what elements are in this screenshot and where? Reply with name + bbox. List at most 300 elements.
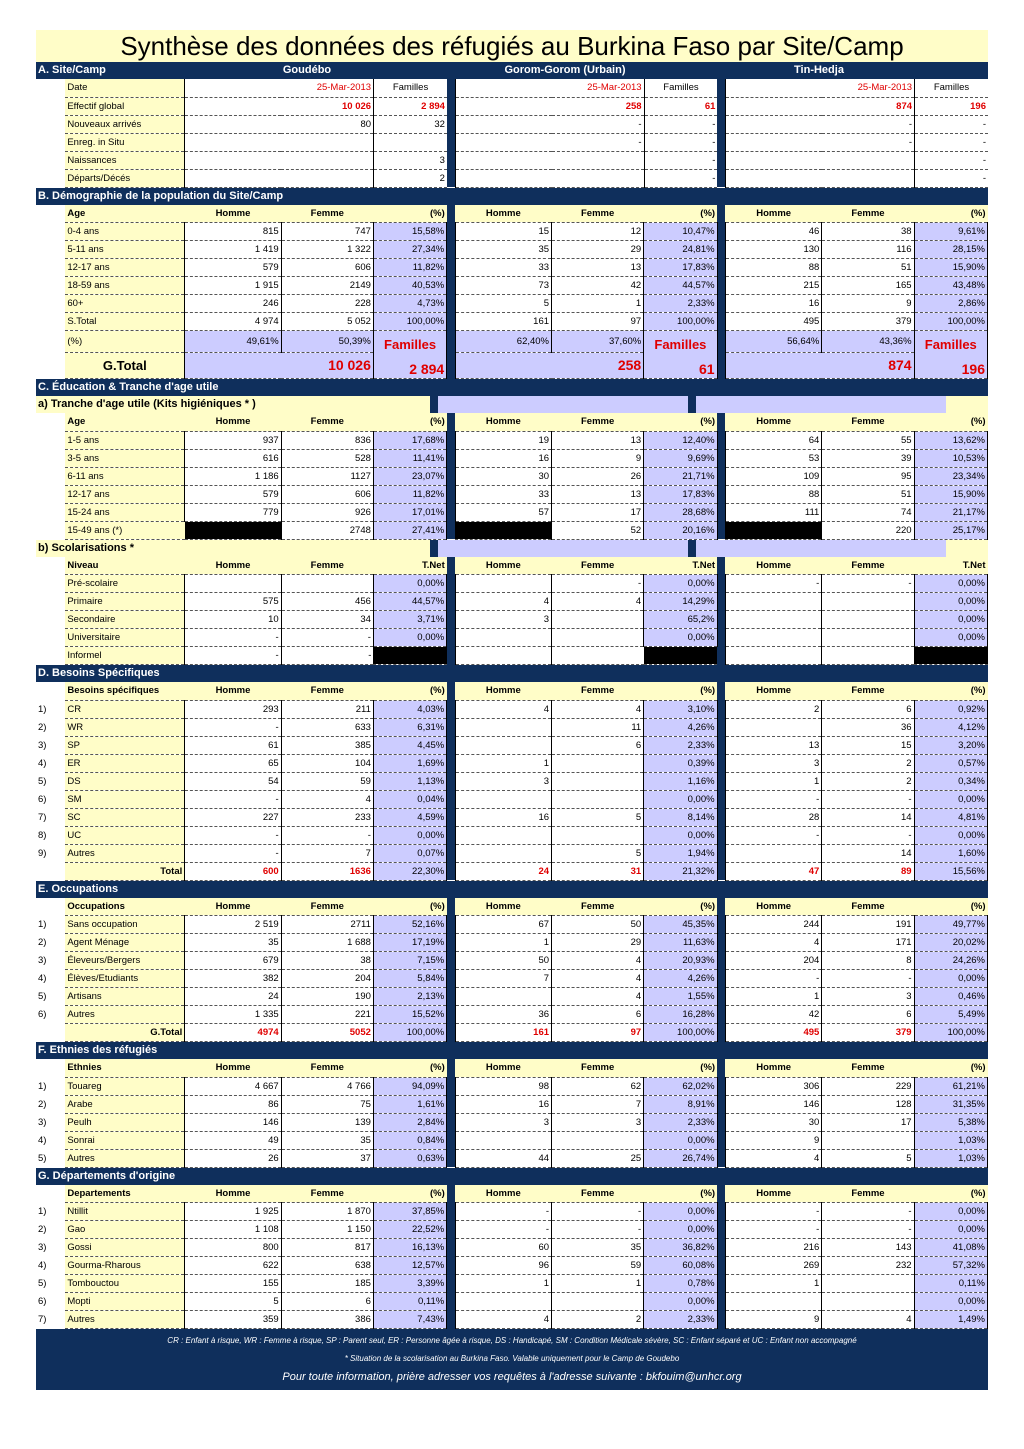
- row-label: 3-5 ans: [65, 449, 184, 467]
- value-femme: [552, 754, 644, 772]
- value-percent: 11,41%: [373, 449, 446, 467]
- value-homme: 33: [455, 259, 551, 277]
- value-percent: 0,00%: [914, 593, 987, 611]
- value-homme: 800: [185, 1239, 281, 1257]
- value-homme: 35: [185, 934, 281, 952]
- column-header-homme: Homme: [185, 682, 281, 700]
- column-header-femme: Femme: [822, 1185, 914, 1203]
- value-percent: 4,26%: [644, 718, 717, 736]
- column-header-femme: Femme: [552, 682, 644, 700]
- value-femme: 38: [281, 952, 373, 970]
- value-persons: 258: [455, 97, 644, 115]
- blank-cell: [725, 521, 821, 539]
- value-percent: 4,73%: [373, 295, 446, 313]
- value-familles: -: [915, 169, 988, 187]
- value-percent: 1,61%: [373, 1095, 446, 1113]
- value-femme: 9: [822, 295, 914, 313]
- value-homme: [725, 611, 821, 629]
- table-row: [36, 1257, 988, 1275]
- value-percent: 1,03%: [914, 1149, 987, 1167]
- row-label: UC: [65, 826, 184, 844]
- value-homme: 86: [185, 1095, 281, 1113]
- row-number: 5): [36, 988, 65, 1006]
- table-row: [36, 259, 988, 277]
- subsection-a-header: [36, 396, 988, 413]
- value-homme: 1 915: [185, 277, 281, 295]
- value-percent: 0,00%: [644, 826, 717, 844]
- table-row: [36, 151, 988, 169]
- row-number: 1): [36, 700, 65, 718]
- value-homme: 269: [725, 1257, 821, 1275]
- value-femme: 385: [281, 736, 373, 754]
- value-percent: 100,00%: [644, 313, 717, 331]
- value-percent: 25,17%: [914, 521, 987, 539]
- row-label: ER: [65, 754, 184, 772]
- column-header-homme: Homme: [455, 682, 551, 700]
- section-label: F. Ethnies des réfugiés: [38, 1044, 158, 1056]
- row-number: [36, 575, 65, 593]
- site-header: [178, 1042, 436, 1059]
- row-label: Sonrai: [65, 1131, 184, 1149]
- value-femme: 38: [822, 223, 914, 241]
- value-percent: 60,08%: [644, 1257, 717, 1275]
- row-label: (%): [65, 331, 184, 353]
- value-femme: 13: [552, 431, 644, 449]
- value-familles: -: [915, 115, 988, 133]
- table-row: [36, 934, 988, 952]
- value-homme: 13: [725, 736, 821, 754]
- familles-total: 196: [914, 353, 987, 379]
- value-familles: 3: [374, 151, 447, 169]
- row-label: Gao: [65, 1221, 184, 1239]
- value-percent: 24,26%: [914, 952, 987, 970]
- value-homme: 3: [455, 1113, 551, 1131]
- row-label: 12-17 ans: [65, 259, 184, 277]
- value-femme: 171: [822, 934, 914, 952]
- value-homme: 1 186: [185, 467, 281, 485]
- value-homme: -: [185, 826, 281, 844]
- value-femme: 143: [822, 1239, 914, 1257]
- total-percent: 21,32%: [644, 862, 717, 880]
- row-number: [36, 611, 65, 629]
- total-homme: 161: [455, 1024, 551, 1042]
- row-number: 4): [36, 1131, 65, 1149]
- blank-cell: [185, 521, 281, 539]
- value-familles: 2 894: [374, 97, 447, 115]
- column-header-homme: Homme: [455, 413, 551, 431]
- value-persons: [185, 133, 374, 151]
- value-homme: 44: [455, 1149, 551, 1167]
- occupations-table: [36, 898, 988, 1043]
- total-homme: 24: [455, 862, 551, 880]
- column-header-homme: Homme: [455, 898, 551, 916]
- value-femme: 185: [281, 1275, 373, 1293]
- value-percent: 0,63%: [373, 1149, 446, 1167]
- row-label: DS: [65, 772, 184, 790]
- value-femme: 12: [552, 223, 644, 241]
- value-femme: -: [552, 575, 644, 593]
- value-femme: 13: [552, 259, 644, 277]
- value-homme: 1: [455, 1275, 551, 1293]
- value-percent: 2,13%: [373, 988, 446, 1006]
- value-percent: 3,39%: [373, 1275, 446, 1293]
- value-percent: 0,00%: [914, 611, 987, 629]
- section-a-header: [36, 62, 988, 79]
- value-homme: 7: [455, 970, 551, 988]
- value-homme: 616: [185, 449, 281, 467]
- row-label: Ntillit: [65, 1203, 184, 1221]
- footer-contact: Pour toute information, prière adresser vos requêtes à l'adresse suivante : bkfouim@unhcr.org: [282, 1371, 742, 1383]
- value-homme: 16: [455, 449, 551, 467]
- site-header: [178, 881, 436, 898]
- value-femme: 2: [822, 772, 914, 790]
- row-label: Effectif global: [65, 97, 185, 115]
- value-percent: 2,84%: [373, 1113, 446, 1131]
- value-homme: 495: [725, 313, 821, 331]
- value-homme: -: [185, 647, 281, 665]
- value-femme: 2748: [281, 521, 373, 539]
- value-homme: -: [725, 1221, 821, 1239]
- section-label: A. Site/Camp: [38, 64, 106, 76]
- row-number: 4): [36, 754, 65, 772]
- row-number: 2): [36, 1221, 65, 1239]
- value-percent: 17,19%: [373, 934, 446, 952]
- row-label: S.Total: [65, 313, 184, 331]
- section-label: D. Besoins Spécifiques: [38, 667, 160, 679]
- value-percent: 0,04%: [373, 790, 446, 808]
- table-row: [36, 133, 988, 151]
- header-row: [36, 413, 988, 431]
- value-femme: 5: [552, 844, 644, 862]
- row-label: G.Total: [65, 353, 184, 379]
- column-header-percent: (%): [644, 682, 717, 700]
- subsection-b-header: [36, 540, 988, 557]
- value-percent: 11,82%: [373, 485, 446, 503]
- table-row: [36, 1131, 988, 1149]
- value-femme: 59: [281, 772, 373, 790]
- value-femme: [552, 1131, 644, 1149]
- value-percent: 10,47%: [644, 223, 717, 241]
- value-homme: 16: [725, 295, 821, 313]
- subsection-label: b) Scolarisations *: [36, 540, 430, 557]
- value-percent: 1,49%: [914, 1311, 987, 1329]
- value-homme: 3: [455, 772, 551, 790]
- value-percent: 1,60%: [914, 844, 987, 862]
- column-header-femme: Femme: [822, 682, 914, 700]
- value-femme: 11: [552, 718, 644, 736]
- value-percent: 0,00%: [914, 826, 987, 844]
- header-row: [36, 205, 988, 223]
- value-familles: -: [644, 169, 717, 187]
- value-percent: 0,92%: [914, 700, 987, 718]
- column-header-percent: (%): [373, 1059, 446, 1077]
- value-homme: 24: [185, 988, 281, 1006]
- section-g-header: [36, 1168, 988, 1185]
- table-row: [36, 1095, 988, 1113]
- value-femme: 8: [822, 952, 914, 970]
- value-femme: 229: [822, 1077, 914, 1095]
- value-femme: [822, 1293, 914, 1311]
- row-label: Naissances: [65, 151, 185, 169]
- percent-femme: 43,36%: [822, 331, 914, 353]
- value-percent: 2,86%: [914, 295, 987, 313]
- value-homme: 575: [185, 593, 281, 611]
- row-number: 5): [36, 1275, 65, 1293]
- value-homme: 937: [185, 431, 281, 449]
- value-homme: 1 419: [185, 241, 281, 259]
- value-homme: 5: [185, 1293, 281, 1311]
- column-header-femme: Femme: [281, 205, 373, 223]
- value-homme: [455, 629, 551, 647]
- value-percent: 0,00%: [644, 1293, 717, 1311]
- value-percent: 17,01%: [373, 503, 446, 521]
- total-homme: 47: [725, 862, 821, 880]
- value-percent: 17,68%: [373, 431, 446, 449]
- footer: [36, 1329, 988, 1390]
- value-percent: 0,00%: [373, 575, 446, 593]
- row-label: WR: [65, 718, 184, 736]
- value-percent: 26,74%: [644, 1149, 717, 1167]
- row-number: [36, 593, 65, 611]
- value-homme: 359: [185, 1311, 281, 1329]
- column-header-femme: Femme: [281, 898, 373, 916]
- site-header: [436, 1168, 694, 1185]
- value-homme: 16: [455, 808, 551, 826]
- value-femme: 232: [822, 1257, 914, 1275]
- value-percent: 10,53%: [914, 449, 987, 467]
- value-homme: 9: [725, 1131, 821, 1149]
- value-percent: 0,00%: [644, 1221, 717, 1239]
- value-femme: 3: [822, 988, 914, 1006]
- section-e-header: [36, 881, 988, 898]
- value-homme: 26: [185, 1149, 281, 1167]
- grand-total-value: 258: [455, 353, 644, 379]
- value-percent: 49,77%: [914, 916, 987, 934]
- value-femme: 836: [281, 431, 373, 449]
- value-femme: 52: [552, 521, 644, 539]
- table-row: [36, 115, 988, 133]
- value-femme: -: [822, 826, 914, 844]
- value-femme: 95: [822, 467, 914, 485]
- value-femme: 29: [552, 241, 644, 259]
- value-percent: 0,00%: [914, 970, 987, 988]
- row-number: [36, 503, 65, 521]
- table-row: [36, 790, 988, 808]
- row-label: Autres: [65, 1149, 184, 1167]
- value-homme: 98: [455, 1077, 551, 1095]
- value-homme: -: [725, 790, 821, 808]
- section-label: E. Occupations: [38, 882, 119, 895]
- value-percent: 45,35%: [644, 916, 717, 934]
- column-header-percent: (%): [644, 205, 717, 223]
- value-femme: 42: [552, 277, 644, 295]
- column-header-percent: (%): [644, 898, 717, 916]
- column-header: Occupations: [65, 898, 184, 916]
- value-percent: 0,11%: [914, 1275, 987, 1293]
- site-header: [178, 379, 436, 396]
- row-number: 1): [36, 916, 65, 934]
- value-femme: -: [281, 647, 373, 665]
- value-homme: 679: [185, 952, 281, 970]
- value-femme: 55: [822, 431, 914, 449]
- value-homme: 215: [725, 277, 821, 295]
- value-femme: 165: [822, 277, 914, 295]
- value-femme: 17: [552, 503, 644, 521]
- value-homme: 1: [725, 988, 821, 1006]
- value-femme: [822, 1131, 914, 1149]
- row-label: Artisans: [65, 988, 184, 1006]
- table-row: [36, 467, 988, 485]
- column-header-femme: Femme: [281, 413, 373, 431]
- value-percent: 43,48%: [914, 277, 987, 295]
- row-label: Pré-scolaire: [65, 575, 184, 593]
- value-homme: -: [455, 1203, 551, 1221]
- value-femme: 190: [281, 988, 373, 1006]
- column-header-percent: (%): [914, 1185, 987, 1203]
- value-homme: 88: [725, 485, 821, 503]
- value-percent: 12,57%: [373, 1257, 446, 1275]
- row-label: Tombouctou: [65, 1275, 184, 1293]
- value-femme: -: [281, 629, 373, 647]
- value-homme: 73: [455, 277, 551, 295]
- value-femme: 7: [281, 844, 373, 862]
- row-number: [36, 431, 65, 449]
- value-homme: 3: [725, 754, 821, 772]
- value-homme: [725, 647, 821, 665]
- value-percent: 15,90%: [914, 259, 987, 277]
- total-row: [36, 1024, 988, 1042]
- value-percent: 6,31%: [373, 718, 446, 736]
- table-row: [36, 449, 988, 467]
- total-percent: 15,56%: [914, 862, 987, 880]
- familles-total: 2 894: [373, 353, 446, 379]
- value-femme: 15: [822, 736, 914, 754]
- value-percent: 21,17%: [914, 503, 987, 521]
- value-percent: 0,00%: [914, 1203, 987, 1221]
- percent-row: [36, 331, 988, 353]
- value-femme: 7: [552, 1095, 644, 1113]
- value-percent: 0,00%: [644, 575, 717, 593]
- table-row: [36, 988, 988, 1006]
- value-femme: 528: [281, 449, 373, 467]
- value-femme: -: [822, 790, 914, 808]
- value-percent: 1,94%: [644, 844, 717, 862]
- value-percent: 37,85%: [373, 1203, 446, 1221]
- value-homme: 1 108: [185, 1221, 281, 1239]
- value-homme: -: [725, 1203, 821, 1221]
- footer-note: * Situation de la scolarisation au Burkina Faso. Valable uniquement pour le Camp de Goudebo: [344, 1354, 680, 1363]
- grand-total-value: 874: [725, 353, 914, 379]
- row-label: 12-17 ans: [65, 485, 184, 503]
- row-label: G.Total: [65, 1024, 184, 1042]
- row-number: 7): [36, 1311, 65, 1329]
- value-percent: 1,69%: [373, 754, 446, 772]
- value-homme: -: [185, 718, 281, 736]
- value-homme: 42: [725, 1006, 821, 1024]
- value-femme: 4: [552, 970, 644, 988]
- value-femme: 6: [281, 1293, 373, 1311]
- value-percent: 9,69%: [644, 449, 717, 467]
- value-percent: 1,55%: [644, 988, 717, 1006]
- value-familles: -: [915, 151, 988, 169]
- value-homme: 49: [185, 1131, 281, 1149]
- table-row: [36, 313, 988, 331]
- value-homme: 15: [455, 223, 551, 241]
- value-homme: 579: [185, 259, 281, 277]
- column-header: Niveau: [65, 557, 184, 575]
- column-header-homme: Homme: [185, 413, 281, 431]
- table-row: [36, 718, 988, 736]
- familles-label: Familles: [373, 331, 446, 353]
- value-femme: 29: [552, 934, 644, 952]
- value-percent: 11,63%: [644, 934, 717, 952]
- column-header-femme: Femme: [822, 1059, 914, 1077]
- column-header-percent: (%): [373, 1185, 446, 1203]
- value-femme: 51: [822, 259, 914, 277]
- value-percent: 65,2%: [644, 611, 717, 629]
- value-femme: 1127: [281, 467, 373, 485]
- value-percent: 3,20%: [914, 736, 987, 754]
- row-number: 5): [36, 772, 65, 790]
- column-header-homme: Homme: [455, 1185, 551, 1203]
- column-header-femme: Femme: [822, 898, 914, 916]
- column-header-femme: Femme: [822, 557, 914, 575]
- familles-label: Familles: [644, 331, 717, 353]
- value-femme: [552, 611, 644, 629]
- familles-header: Familles: [915, 79, 988, 97]
- column-header-femme: Femme: [552, 1185, 644, 1203]
- value-femme: 606: [281, 259, 373, 277]
- value-femme: [822, 593, 914, 611]
- value-homme: 293: [185, 700, 281, 718]
- site-header: [694, 1042, 944, 1059]
- value-percent: 1,13%: [373, 772, 446, 790]
- row-label: Autres: [65, 1311, 184, 1329]
- value-familles: 196: [915, 97, 988, 115]
- row-number: 4): [36, 1257, 65, 1275]
- value-homme: 622: [185, 1257, 281, 1275]
- value-percent: 31,35%: [914, 1095, 987, 1113]
- row-label: 60+: [65, 295, 184, 313]
- row-number: 2): [36, 934, 65, 952]
- column-header-homme: Homme: [725, 205, 821, 223]
- table-row: [36, 169, 988, 187]
- value-homme: 50: [455, 952, 551, 970]
- value-femme: 4 766: [281, 1077, 373, 1095]
- row-label: Peulh: [65, 1113, 184, 1131]
- value-percent: 4,59%: [373, 808, 446, 826]
- value-homme: [725, 844, 821, 862]
- total-row: [36, 862, 988, 880]
- value-percent: 12,40%: [644, 431, 717, 449]
- site-header: [436, 188, 694, 205]
- value-femme: 5: [822, 1149, 914, 1167]
- row-label: Autres: [65, 1006, 184, 1024]
- value-femme: [552, 772, 644, 790]
- value-femme: 926: [281, 503, 373, 521]
- value-percent: 16,28%: [644, 1006, 717, 1024]
- value-femme: 17: [822, 1113, 914, 1131]
- section-label: G. Départements d'origine: [38, 1169, 176, 1182]
- value-homme: 161: [455, 313, 551, 331]
- value-homme: 779: [185, 503, 281, 521]
- row-number: [36, 467, 65, 485]
- table-row: [36, 826, 988, 844]
- value-homme: 19: [455, 431, 551, 449]
- row-number: [36, 647, 65, 665]
- row-number: 6): [36, 790, 65, 808]
- value-persons: 874: [726, 97, 915, 115]
